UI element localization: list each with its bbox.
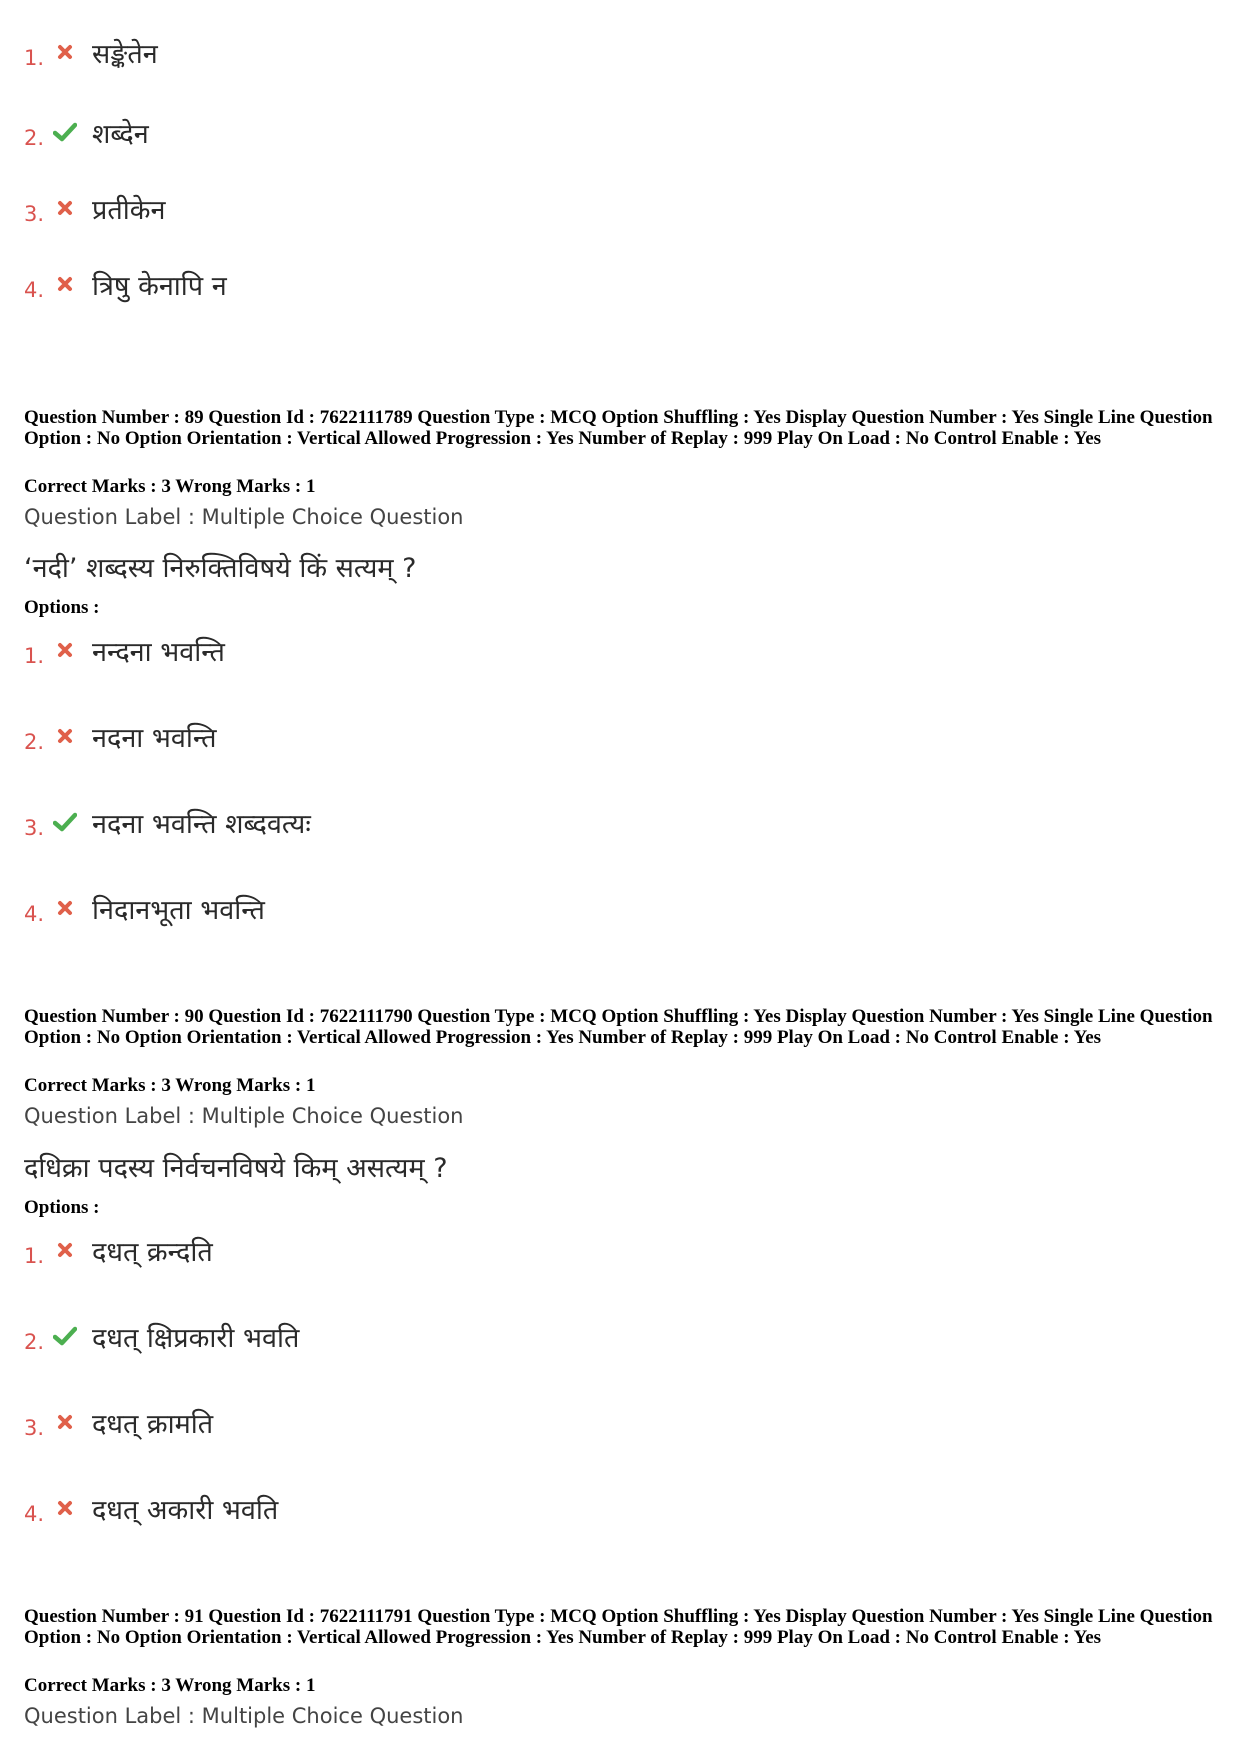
option-text: सङ्केतेन xyxy=(92,38,158,70)
marks-info: Correct Marks : 3 Wrong Marks : 1 xyxy=(24,476,316,497)
option-number: 4. xyxy=(24,902,45,926)
option-row xyxy=(24,1400,213,1444)
option-number: 4. xyxy=(24,278,45,302)
marks-info: Correct Marks : 3 Wrong Marks : 1 xyxy=(24,1075,316,1096)
option-row xyxy=(24,262,227,306)
question-text: दधिक्रा पदस्य निर्वचनविषये किम् असत्यम् ? xyxy=(24,1153,448,1184)
option-number: 3. xyxy=(24,1416,45,1440)
check-icon xyxy=(50,812,80,832)
cross-icon xyxy=(50,642,80,658)
question-meta: Question Number : 90 Question Id : 7622111790 Question Type : MCQ Option Shuffling : Yes Display Question Number : Yes Single Line Question Option : No Option Orientation : Vertical Allowed Progression : Yes Number of Replay : 999 Play On Load : No Control Enable : Yes xyxy=(24,1006,1213,1048)
question-label: Question Label : Multiple Choice Question xyxy=(24,1104,464,1128)
option-text: नदना भवन्ति xyxy=(92,722,217,754)
check-icon xyxy=(50,1326,80,1346)
option-row xyxy=(24,714,217,758)
option-number: 3. xyxy=(24,816,45,840)
question-label: Question Label : Multiple Choice Question xyxy=(24,1704,464,1728)
option-row xyxy=(24,800,311,844)
option-text: नन्दना भवन्ति xyxy=(92,636,225,668)
option-text: शब्देन xyxy=(92,118,149,150)
option-text: दधत् क्षिप्रकारी भवति xyxy=(92,1322,300,1354)
question-meta: Question Number : 89 Question Id : 7622111789 Question Type : MCQ Option Shuffling : Yes Display Question Number : Yes Single Line Question Option : No Option Orientation : Vertical Allowed Progression : Yes Number of Replay : 999 Play On Load : No Control Enable : Yes xyxy=(24,407,1213,449)
cross-icon xyxy=(50,900,80,916)
option-row xyxy=(24,1314,299,1358)
option-text: दधत् अकारी भवति xyxy=(92,1494,279,1526)
cross-icon xyxy=(50,1414,80,1430)
option-text: निदानभूता भवन्ति xyxy=(92,894,265,926)
option-text: दधत् क्रामति xyxy=(92,1408,214,1440)
cross-icon xyxy=(50,1242,80,1258)
option-row xyxy=(24,1228,213,1272)
option-row xyxy=(24,1486,278,1530)
option-number: 2. xyxy=(24,126,45,150)
options-heading: Options : xyxy=(24,597,100,618)
option-text: नदना भवन्ति शब्दवत्यः xyxy=(92,808,311,840)
option-number: 4. xyxy=(24,1502,45,1526)
option-number: 2. xyxy=(24,1330,45,1354)
option-number: 1. xyxy=(24,46,45,70)
marks-info: Correct Marks : 3 Wrong Marks : 1 xyxy=(24,1675,316,1696)
options-heading: Options : xyxy=(24,1197,100,1218)
option-row xyxy=(24,628,225,672)
question-meta: Question Number : 91 Question Id : 7622111791 Question Type : MCQ Option Shuffling : Yes Display Question Number : Yes Single Line Question Option : No Option Orientation : Vertical Allowed Progression : Yes Number of Replay : 999 Play On Load : No Control Enable : Yes xyxy=(24,1606,1213,1648)
option-text: दधत् क्रन्दति xyxy=(92,1236,213,1268)
cross-icon xyxy=(50,728,80,744)
option-row xyxy=(24,30,158,74)
option-number: 1. xyxy=(24,644,45,668)
option-row xyxy=(24,886,265,930)
cross-icon xyxy=(50,200,80,216)
option-number: 3. xyxy=(24,202,45,226)
cross-icon xyxy=(50,44,80,60)
cross-icon xyxy=(50,276,80,292)
option-number: 2. xyxy=(24,730,45,754)
option-text: त्रिषु केनापि न xyxy=(92,270,227,302)
question-label: Question Label : Multiple Choice Question xyxy=(24,505,464,529)
check-icon xyxy=(50,122,80,142)
option-text: प्रतीकेन xyxy=(92,194,166,226)
question-text: ‘नदी’ शब्दस्य निरुक्तिविषये किं सत्यम् ? xyxy=(24,553,417,584)
option-row xyxy=(24,110,149,154)
cross-icon xyxy=(50,1500,80,1516)
option-row xyxy=(24,186,165,230)
option-number: 1. xyxy=(24,1244,45,1268)
